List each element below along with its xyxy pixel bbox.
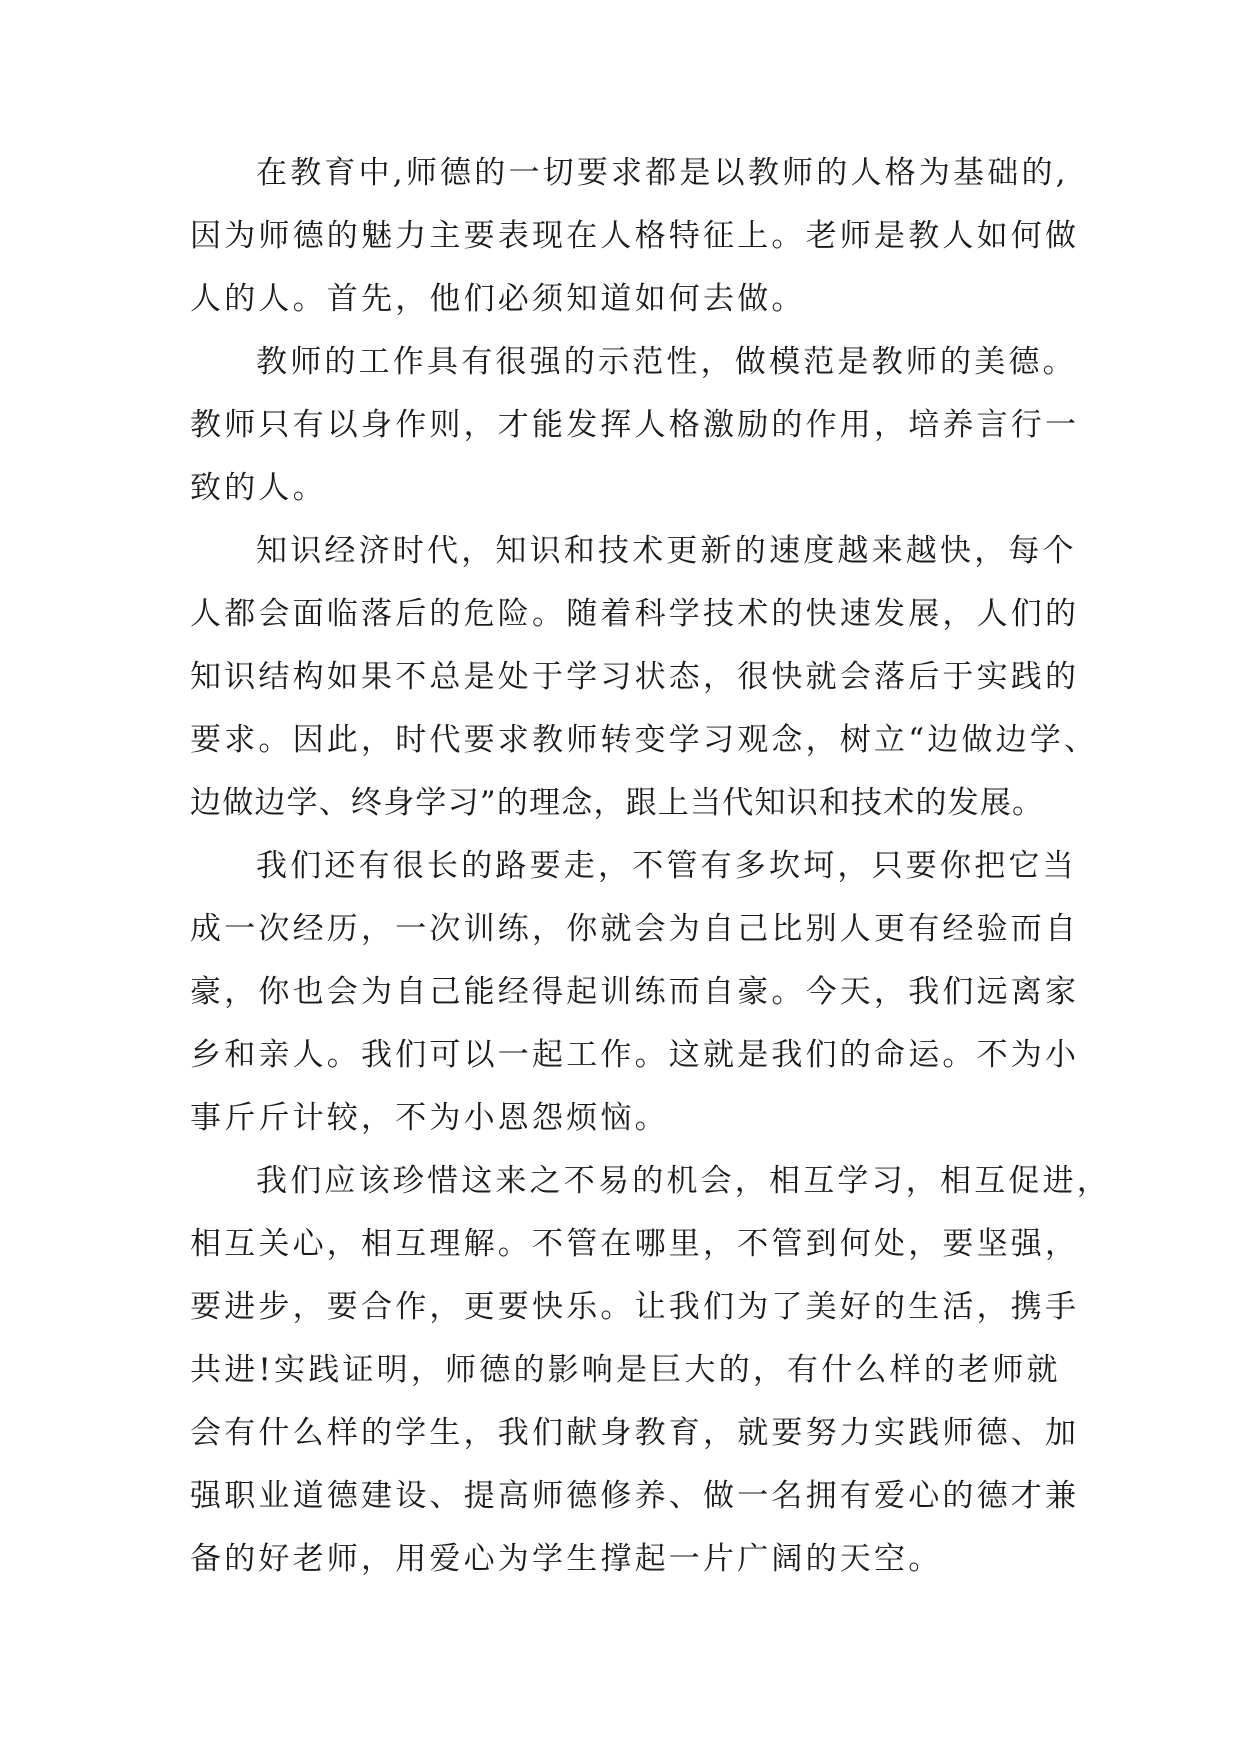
paragraph-1-line-3: 人的人。首先，他们必须知道如何去做。	[190, 281, 806, 317]
paragraph-5-line-6: 强职业道德建设、提高师德修养、做一名拥有爱心的德才兼	[190, 1478, 1080, 1514]
paragraph-4-line-2: 成一次经历，一次训练，你就会为自己比别人更有经验而自	[190, 911, 1080, 947]
paragraph-2-line-1: 教师的工作具有很强的示范性，做模范是教师的美德。	[256, 344, 1077, 380]
paragraph-4-line-4: 乡和亲人。我们可以一起工作。这就是我们的命运。不为小	[190, 1037, 1080, 1073]
paragraph-3-line-1: 知识经济时代，知识和技术更新的速度越来越快，每个	[256, 533, 1077, 569]
paragraph-4-line-1: 我们还有很长的路要走，不管有多坎坷，只要你把它当	[256, 848, 1077, 884]
paragraph-5-line-5: 会有什么样的学生，我们献身教育，就要努力实践师德、加	[190, 1415, 1080, 1451]
paragraph-3-line-5: 边做边学、终身学习”的理念，跟上当代知识和技术的发展。	[190, 785, 1045, 821]
document-page	[190, 142, 1111, 1591]
paragraph-2-line-3: 致的人。	[190, 470, 327, 506]
paragraph-1-line-2: 因为师德的魅力主要表现在人格特征上。老师是教人如何做	[190, 218, 1080, 254]
paragraph-1-line-1: 在教育中,师德的一切要求都是以教师的人格为基础的,	[256, 155, 1069, 191]
paragraph-4-line-3: 豪，你也会为自己能经得起训练而自豪。今天，我们远离家	[190, 974, 1080, 1010]
paragraph-2-line-2: 教师只有以身作则，才能发挥人格激励的作用，培养言行一	[190, 407, 1080, 443]
paragraph-5-line-4: 共进!实践证明，师德的影响是巨大的，有什么样的老师就	[190, 1352, 1061, 1388]
paragraph-5-line-3: 要进步，要合作，更要快乐。让我们为了美好的生活，携手	[190, 1289, 1080, 1325]
paragraph-5-line-2: 相互关心，相互理解。不管在哪里，不管到何处，要坚强，	[190, 1226, 1080, 1262]
paragraph-5-line-1: 我们应该珍惜这来之不易的机会，相互学习，相互促进，	[256, 1163, 1111, 1199]
paragraph-4-line-5: 事斤斤计较，不为小恩怨烦恼。	[190, 1100, 669, 1136]
paragraph-3-line-4: 要求。因此，时代要求教师转变学习观念，树立“边做边学、	[190, 722, 1099, 758]
paragraph-3-line-3: 知识结构如果不总是处于学习状态，很快就会落后于实践的	[190, 659, 1080, 695]
paragraph-5-line-7: 备的好老师，用爱心为学生撑起一片广阔的天空。	[190, 1541, 943, 1577]
paragraph-3-line-2: 人都会面临落后的危险。随着科学技术的快速发展，人们的	[190, 596, 1080, 632]
